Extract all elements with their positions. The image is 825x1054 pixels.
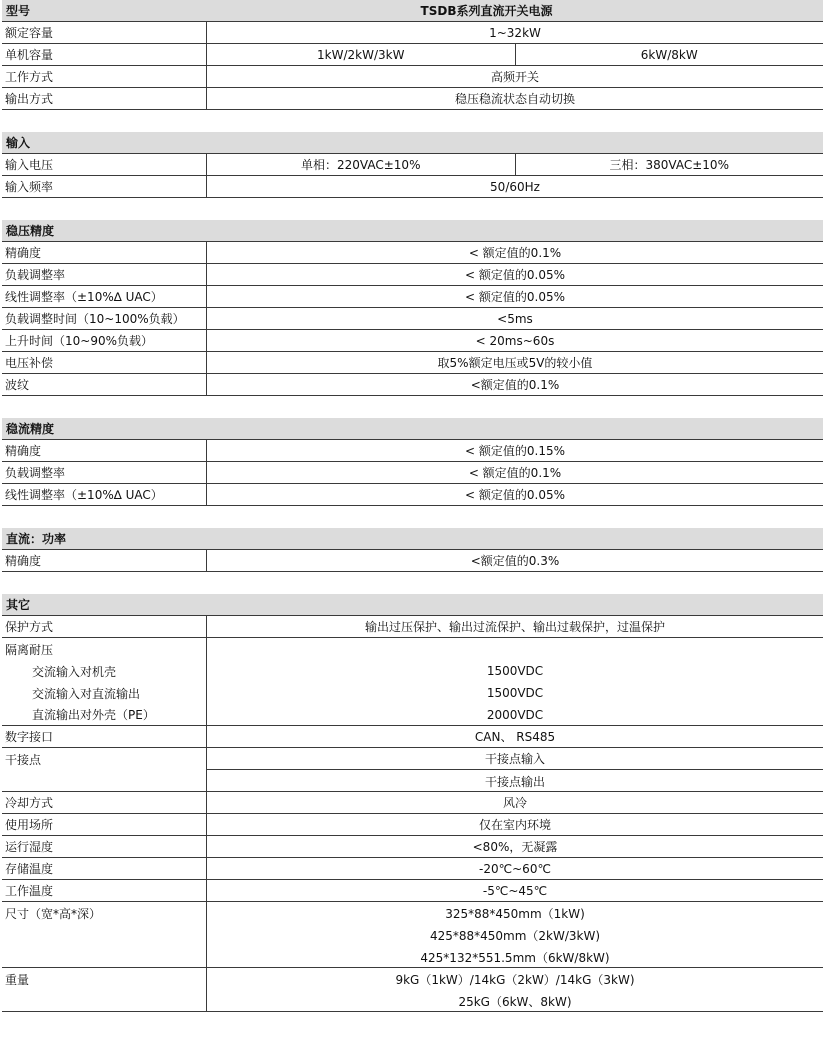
spec-value: 仅在室内环境: [478, 818, 551, 832]
spec-value: 2000VDC: [486, 707, 544, 722]
spec-label: 使用场所: [2, 814, 207, 835]
section-title: 稳压精度: [6, 224, 55, 238]
spec-row-work-mode: [2, 66, 823, 88]
spec-label: 存储温度: [2, 858, 207, 879]
spec-value: 三相：380VAC±10%: [609, 158, 729, 172]
spec-row: [2, 330, 823, 352]
spec-value: 高频开关: [490, 70, 539, 84]
spec-row-storage-temp: [2, 858, 823, 880]
spec-row: [2, 286, 823, 308]
spec-label: 上升时间（10~90%负载）: [2, 330, 207, 351]
spec-label: 负载调整时间（10~100%负载）: [2, 308, 207, 329]
section-header-voltage: [2, 220, 823, 242]
section-title: 直流：功率: [6, 532, 67, 546]
spec-value: 9kG（1kW）/14kG（2kW）/14kG（3kW): [395, 972, 635, 987]
spec-row: [2, 484, 823, 506]
spec-value: < 额定值的0.1%: [468, 246, 562, 260]
spec-row: [2, 374, 823, 396]
section-title: 输入: [6, 136, 31, 150]
spec-label: 直流输出对外壳（PE）: [2, 704, 207, 725]
spec-value: <80%，无凝露: [472, 840, 558, 854]
spec-row-iso-1: [2, 660, 823, 682]
spec-label: 精确度: [2, 550, 207, 571]
spec-value: 1500VDC: [486, 664, 544, 678]
spec-value: -20℃~60℃: [479, 861, 551, 876]
spec-label: 工作方式: [2, 66, 207, 87]
section-header-current: [2, 418, 823, 440]
spec-value: 50/60Hz: [490, 179, 540, 194]
spec-label: 线性调整率（±10%∆ UAC）: [2, 286, 207, 307]
spec-value: 输出过压保护、输出过流保护、输出过载保护，过温保护: [364, 620, 665, 634]
spec-value: -5℃~45℃: [482, 883, 548, 898]
spec-label: 负载调整率: [2, 462, 207, 483]
spec-value: 干接点输出: [484, 774, 545, 789]
spec-row: [2, 308, 823, 330]
section-header-other: [2, 594, 823, 616]
spec-row-input-frequency: [2, 176, 823, 198]
spec-row: [2, 264, 823, 286]
spec-row-humidity: [2, 836, 823, 858]
spec-label: 精确度: [2, 440, 207, 461]
spec-row: [2, 440, 823, 462]
spec-row-output-mode: [2, 88, 823, 110]
spec-value: 425*132*551.5mm（6kW/8kW): [420, 950, 610, 965]
spec-value: <5ms: [497, 311, 533, 326]
spec-label: 冷却方式: [2, 792, 207, 813]
spec-label: 干接点: [2, 748, 207, 791]
spec-value: CAN、 RS485: [474, 730, 556, 744]
spec-row: [2, 242, 823, 264]
model-title: TSDB系列直流开关电源: [420, 4, 553, 18]
spec-value: < 额定值的0.1%: [468, 466, 562, 480]
spec-value: 6kW/8kW: [640, 47, 698, 62]
spec-value: <额定值的0.3%: [470, 554, 560, 568]
spec-value: < 额定值的0.05%: [465, 268, 565, 282]
spec-label: 数字接口: [2, 726, 207, 747]
spec-label: 工作温度: [2, 880, 207, 901]
spec-value: 稳压稳流状态自动切换: [454, 92, 575, 106]
section-title: 稳流精度: [6, 422, 55, 436]
spec-row-isolation: [2, 638, 823, 660]
spec-row-iso-2: [2, 682, 823, 704]
spec-row: [2, 462, 823, 484]
spec-value: 325*88*450mm（1kW): [445, 906, 585, 921]
spec-value: 1~32kW: [489, 25, 541, 40]
spec-row-place: [2, 814, 823, 836]
spec-value: <额定值的0.1%: [470, 378, 560, 392]
spec-row-cooling: [2, 792, 823, 814]
spec-row-dry-contact: [2, 748, 823, 792]
spec-row-input-voltage: [2, 154, 823, 176]
spec-value: 25kG（6kW、8kW): [458, 994, 572, 1009]
spec-value: 单相：220VAC±10%: [207, 154, 516, 175]
spec-label: 电压补偿: [2, 352, 207, 373]
spec-label: 交流输入对直流输出: [2, 682, 207, 704]
spec-value: 干接点输入: [207, 748, 823, 770]
spec-value: < 20ms~60s: [475, 333, 555, 348]
spec-value: < 额定值的0.15%: [465, 444, 565, 458]
spec-value: 1kW/2kW/3kW: [207, 44, 516, 65]
spec-row-size: [2, 902, 823, 968]
spec-value: < 额定值的0.05%: [465, 488, 565, 502]
spec-label: 负载调整率: [2, 264, 207, 285]
spec-row: [2, 352, 823, 374]
spec-value: 1500VDC: [486, 686, 544, 700]
spec-label: 单机容量: [2, 44, 207, 65]
spec-label: 交流输入对机壳: [2, 660, 207, 682]
spec-value: 风冷: [502, 796, 527, 810]
spec-label: 重量: [2, 968, 207, 1011]
spec-label: 线性调整率（±10%∆ UAC）: [2, 484, 207, 505]
spec-row: [2, 550, 823, 572]
spec-label: 尺寸（宽*高*深）: [2, 902, 207, 967]
spec-label: 波纹: [2, 374, 207, 395]
spec-row-iso-3: [2, 704, 823, 726]
spec-label: 保护方式: [2, 616, 207, 637]
spec-label: 输出方式: [2, 88, 207, 109]
spec-label: 精确度: [2, 242, 207, 263]
model-header-row: [2, 0, 823, 22]
spec-label: 额定容量: [2, 22, 207, 43]
spec-value: < 额定值的0.05%: [465, 290, 565, 304]
spec-row-protection: [2, 616, 823, 638]
spec-value: 425*88*450mm（2kW/3kW): [429, 928, 601, 943]
spec-value: 取5%额定电压或5V的较小值: [437, 356, 593, 370]
spec-label: 输入电压: [2, 154, 207, 175]
spec-label: 运行湿度: [2, 836, 207, 857]
spec-table: [2, 0, 823, 1012]
section-header-input: [2, 132, 823, 154]
section-header-power: [2, 528, 823, 550]
spec-row-digital: [2, 726, 823, 748]
spec-row-rated-capacity: [2, 22, 823, 44]
spec-label: 输入频率: [2, 176, 207, 197]
spec-row-unit-capacity: [2, 44, 823, 66]
spec-row-weight: [2, 968, 823, 1012]
model-label: 型号: [6, 4, 31, 18]
spec-label: 隔离耐压: [2, 638, 207, 660]
spec-row-work-temp: [2, 880, 823, 902]
section-title: 其它: [6, 598, 31, 612]
